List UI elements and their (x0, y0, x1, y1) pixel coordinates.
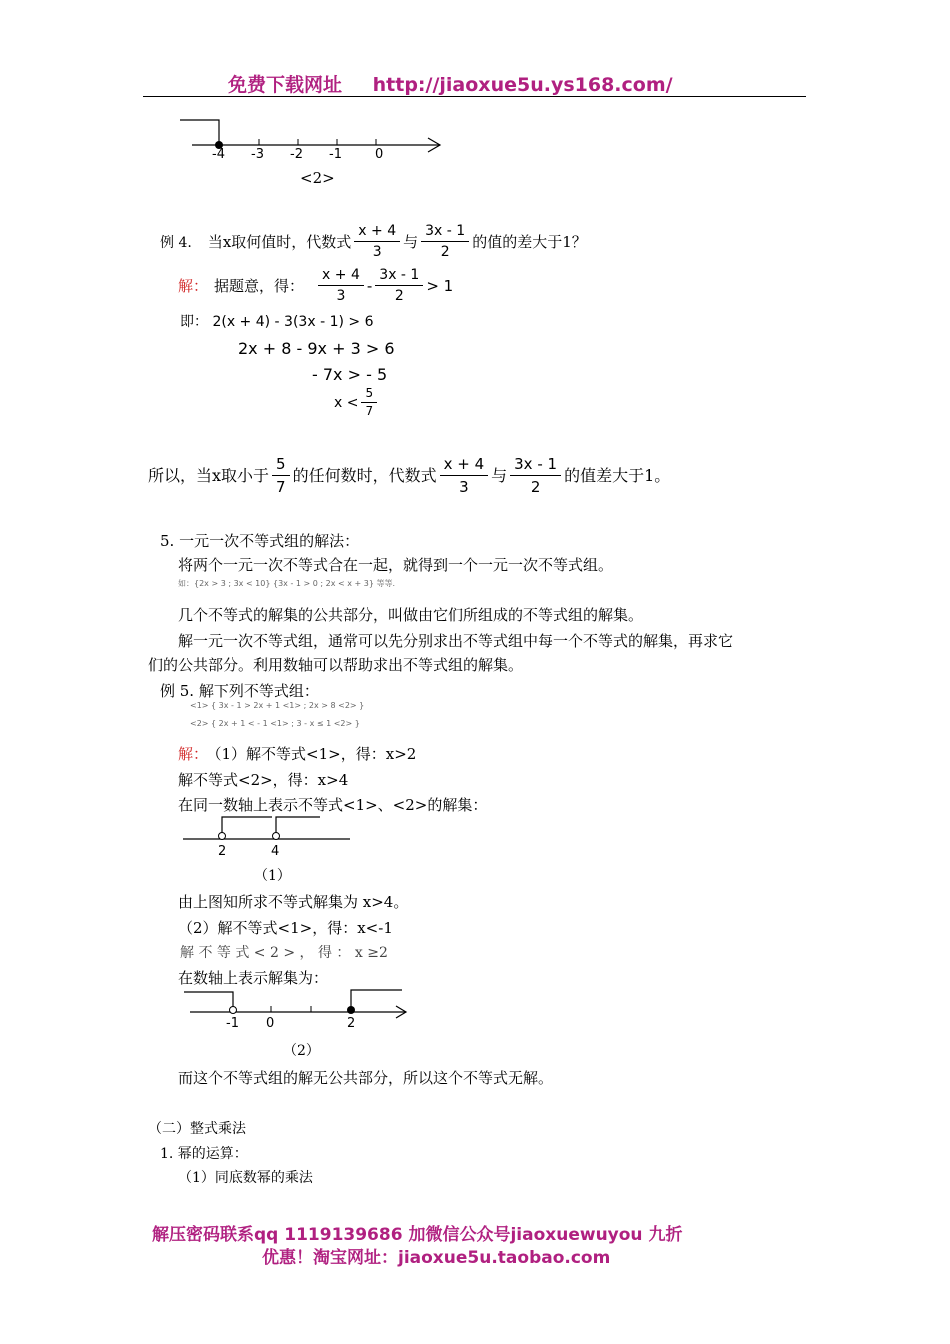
open-point (219, 833, 226, 840)
example5-solution-5: （2）解不等式<1>，得：x<-1 (178, 919, 393, 937)
tick-label: 2 (347, 1016, 356, 1031)
fraction-a (354, 222, 400, 261)
footer-line-1: 解压密码联系qq 1119139686 加微信公众号jiaoxuewuyou 九折 (152, 1225, 683, 1245)
example5-solution-8: 而这个不等式组的解无公共部分，所以这个不等式无解。 (178, 1069, 554, 1087)
fraction-numerator: 5 (272, 454, 290, 476)
step-4 (334, 386, 380, 419)
tick-label: 4 (271, 844, 280, 859)
tick-label: -4 (212, 147, 225, 162)
step-3: - 7x > - 5 (312, 365, 388, 384)
conclusion-part-3: 与 (491, 465, 508, 485)
header-title-text: 免费下载网址 (228, 74, 343, 96)
conclusion-part-4: 的值差大于1。 (564, 465, 671, 485)
example4-q1: 当x取何值时，代数式 (207, 232, 352, 251)
example4-q3: 的值的差大于1？ (472, 232, 587, 251)
tick-label: -2 (290, 147, 303, 162)
number-line-2-caption: （2） (283, 1043, 320, 1059)
fraction-numerator: 5 (361, 386, 377, 403)
tick-label: -1 (226, 1016, 239, 1031)
number-line-1 (178, 812, 368, 860)
section2-item1: 1. 幂的运算： (160, 1146, 248, 1162)
number-line-top (170, 112, 460, 162)
closed-point (347, 1006, 355, 1014)
section5-p3b: 们的公共部分。利用数轴可以帮助求出不等式组的解集。 (148, 656, 524, 674)
section5-title: 5. 一元一次不等式组的解法： (160, 532, 360, 550)
greater-than-one: > 1 (426, 276, 454, 295)
example5-label: 例 5. 解下列不等式组： (160, 682, 319, 700)
minus-sign: - (366, 276, 373, 295)
solution-text: （1）解不等式<1>，得：x>2 (214, 745, 417, 763)
fraction-denominator: 2 (440, 244, 450, 260)
fraction-b (510, 454, 561, 497)
footer-line-2[interactable]: 优惠！淘宝网址：jiaoxue5u.taobao.com (262, 1248, 611, 1268)
solution-label: 解： (178, 276, 209, 295)
fraction-a (318, 266, 364, 305)
fraction-denominator: 3 (372, 244, 382, 260)
solution-text: 据题意，得： (214, 276, 305, 295)
example4-label: 例 4. (160, 234, 192, 251)
system-2: <2> { 2x + 1 < - 1 <1> ; 3 - x ≤ 1 <2> } (190, 719, 360, 728)
fraction-numerator: 3x - 1 (375, 266, 423, 286)
section5-tiny-example: 如：{2x > 3 ; 3x < 10} {3x - 1 > 0 ; 2x < x + 3} 等等. (178, 579, 396, 588)
step-4-left: x < (334, 394, 359, 411)
fraction-denominator: 3 (459, 478, 469, 496)
number-line-1-caption: （1） (254, 868, 291, 884)
solution-bracket-x-lt-neg1 (184, 992, 233, 1012)
section2-item1-1: （1）同底数幂的乘法 (178, 1170, 313, 1186)
fraction-denominator: 3 (336, 288, 346, 304)
solution-bracket (180, 120, 219, 145)
section5-p3a: 解一元一次不等式组，通常可以先分别求出不等式组中每一个不等式的解集，再求它 (178, 632, 734, 650)
tick-label: -1 (329, 147, 342, 162)
fraction-denominator: 7 (276, 478, 286, 496)
step-1: 即： 2(x + 4) - 3(3x - 1) > 6 (180, 314, 374, 330)
section5-p2: 几个不等式的解集的公共部分，叫做由它们所组成的不等式组的解集。 (178, 606, 644, 624)
tick-label: 0 (375, 147, 384, 162)
example5-solution-3: 在同一数轴上表示不等式<1>、<2>的解集： (178, 796, 488, 814)
fraction-denominator: 2 (530, 478, 541, 496)
open-point (273, 833, 280, 840)
fraction-numerator: 3x - 1 (421, 222, 469, 242)
example4-question (160, 222, 587, 261)
open-point (230, 1007, 237, 1014)
solution-bracket-x-gt-2 (222, 817, 272, 839)
number-line-top-caption: <2> (300, 169, 335, 187)
example4-conclusion (148, 454, 670, 497)
fraction-numerator: x + 4 (354, 222, 400, 242)
solution-label: 解： (178, 745, 209, 763)
section5-p1: 将两个一元一次不等式合在一起，就得到一个一元一次不等式组。 (178, 556, 614, 574)
tick-label: 0 (266, 1016, 275, 1031)
tick-label: 2 (218, 844, 227, 859)
conclusion-part-2: 的任何数时，代数式 (292, 465, 437, 485)
section2-title: （二）整式乘法 (148, 1121, 246, 1137)
fraction-denominator: 7 (365, 404, 374, 418)
fraction-numerator: x + 4 (318, 266, 364, 286)
example5-solution-2: 解不等式<2>，得：x>4 (178, 771, 349, 789)
example4-solution-line (178, 266, 453, 305)
example5-solution-1 (178, 744, 416, 764)
header-rule (143, 96, 806, 97)
solution-bracket-x-gt-4 (276, 817, 320, 839)
fraction-b (421, 222, 469, 261)
step-2: 2x + 8 - 9x + 3 > 6 (238, 339, 395, 358)
header-title (228, 70, 673, 97)
fraction-numerator: 3x - 1 (510, 454, 561, 476)
conclusion-part-1: 所以，当x取小于 (148, 465, 270, 485)
tick-label: -3 (251, 147, 264, 162)
system-1: <1> { 3x - 1 > 2x + 1 <1> ; 2x > 8 <2> } (190, 701, 365, 710)
example4-q2: 与 (403, 232, 419, 251)
fraction-b (375, 266, 423, 305)
fraction-five-sevenths (361, 386, 377, 419)
fraction-numerator: x + 4 (440, 454, 489, 476)
header-url[interactable]: http://jiaoxue5u.ys168.com/ (372, 74, 673, 96)
example5-solution-4: 由上图知所求不等式解集为 x>4。 (178, 893, 409, 911)
fraction-five-sevenths (272, 454, 290, 497)
example5-solution-6: 解 不 等 式 < 2 > ， 得 ： x ≥2 (180, 945, 388, 961)
fraction-a (440, 454, 489, 497)
solution-bracket-x-ge-2 (351, 990, 402, 1012)
number-line-2 (180, 984, 420, 1032)
example5-solution-7: 在数轴上表示解集为： (178, 969, 329, 987)
fraction-denominator: 2 (394, 288, 404, 304)
